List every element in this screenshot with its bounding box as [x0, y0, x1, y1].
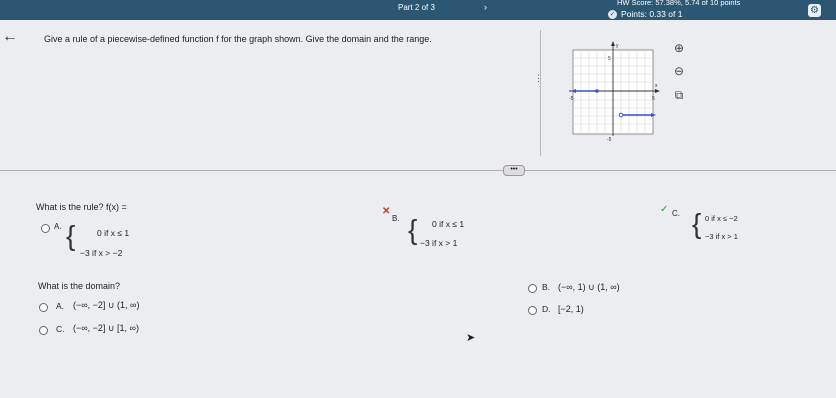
rule-c-line2: −3 if x > 1: [705, 232, 738, 241]
rule-a-line2: −3 if x > −2: [80, 248, 123, 258]
popout-icon[interactable]: ⧉: [674, 88, 684, 102]
domain-option-b-letter: B.: [542, 282, 551, 292]
domain-option-d-letter: D.: [542, 304, 551, 314]
piecewise-graph: [563, 38, 663, 142]
rule-b-line1: 0 if x ≤ 1: [432, 219, 465, 229]
mouse-cursor-icon: ➤: [466, 332, 476, 344]
graph-handle-icon[interactable]: ⋮: [534, 73, 543, 83]
piece-neg3-endpoint: [619, 113, 623, 117]
expand-dots-button[interactable]: •••: [503, 165, 525, 176]
divider-vertical: [540, 30, 541, 156]
correct-answer-icon: ✓: [660, 204, 669, 215]
domain-option-a-letter: A.: [56, 301, 65, 311]
points-text: Points: 0.33 of 1: [621, 9, 683, 19]
back-arrow-icon[interactable]: ←: [2, 28, 18, 45]
rule-option-a-radio[interactable]: [41, 224, 50, 233]
divider-horizontal: [0, 170, 836, 171]
y-axis-label: y: [616, 43, 619, 49]
x-tick-left: -5: [569, 96, 574, 102]
domain-option-c-letter: C.: [56, 324, 65, 334]
gear-icon[interactable]: ⚙: [808, 4, 821, 17]
part-indicator: Part 2 of 3: [398, 3, 435, 12]
domain-option-b-text: (−∞, 1) ∪ (1, ∞): [558, 282, 620, 292]
domain-option-a-radio[interactable]: [39, 303, 48, 312]
piece-neg3-arrow: [651, 113, 656, 117]
domain-option-b-radio[interactable]: [528, 284, 537, 293]
domain-option-a-text: (−∞, −2] ∪ (1, ∞): [73, 300, 140, 310]
x-axis-label: x: [655, 83, 658, 89]
rule-option-c-letter: C.: [672, 209, 680, 218]
rule-b-line2: −3 if x > 1: [420, 238, 458, 248]
domain-option-d-text: [−2, 1): [558, 304, 584, 314]
rule-option-a-letter: A.: [54, 222, 62, 231]
piece-zero-endpoint: [595, 89, 599, 93]
brace-c: {: [692, 208, 702, 239]
zoom-in-icon[interactable]: ⊕: [673, 41, 685, 55]
y-tick-bottom: -5: [607, 137, 612, 142]
brace-a: {: [66, 220, 76, 251]
next-part-arrow[interactable]: ›: [484, 2, 487, 12]
points-status: [608, 9, 682, 19]
y-tick-label: 5: [608, 56, 611, 62]
rule-a-line1: 0 if x ≤ 1: [97, 228, 130, 238]
x-tick-right: 5: [652, 96, 655, 102]
domain-option-c-text: (−∞, −2] ∪ [1, ∞): [73, 323, 139, 333]
domain-option-c-radio[interactable]: [39, 326, 48, 335]
points-icon: ✓: [609, 11, 616, 19]
question-prompt: Give a rule of a piecewise-defined function f for the graph shown. Give the domain and the range.: [44, 34, 432, 44]
top-bar: [0, 0, 836, 20]
brace-b: {: [408, 214, 418, 245]
rule-question-label: What is the rule? f(x) =: [36, 202, 127, 212]
rule-c-line1: 0 if x ≤ −2: [705, 214, 738, 223]
hw-score: HW Score: 57.38%, 5.74 of 10 points: [617, 0, 741, 7]
zoom-out-icon[interactable]: ⊖: [673, 64, 685, 78]
domain-question-label: What is the domain?: [38, 281, 121, 291]
rule-option-b-letter: B.: [392, 214, 400, 223]
incorrect-mark-icon: ✕: [382, 206, 391, 217]
domain-option-d-radio[interactable]: [528, 306, 537, 315]
